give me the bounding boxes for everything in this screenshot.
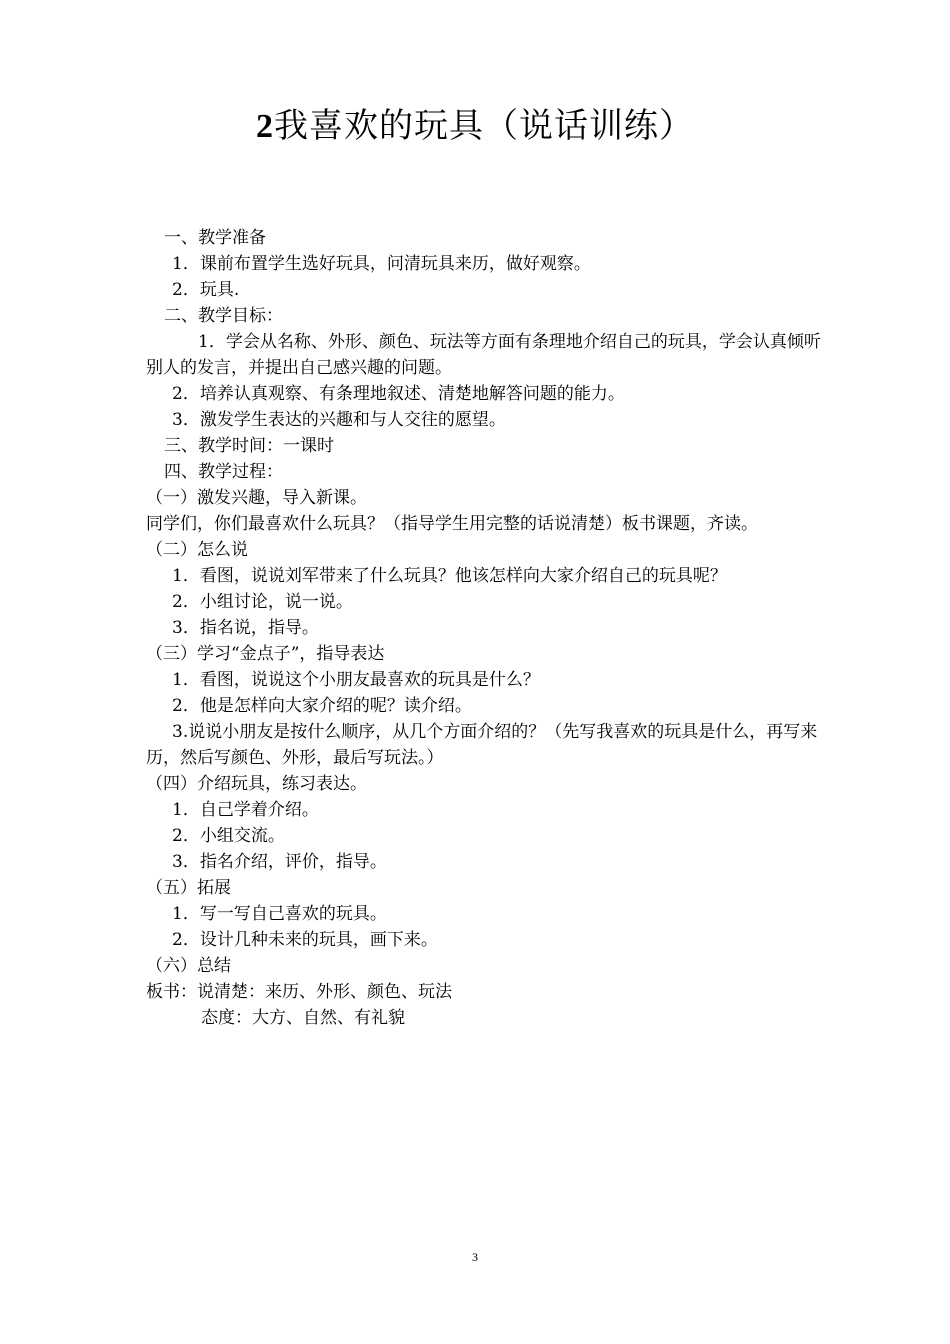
subsection-heading: （四）介绍玩具，练习表达。 bbox=[146, 774, 367, 794]
section-heading: 四、教学过程： bbox=[164, 462, 283, 482]
subsection-heading: （一）激发兴趣，导入新课。 bbox=[146, 488, 367, 508]
title-number: 2 bbox=[256, 108, 274, 145]
document-body bbox=[146, 225, 836, 1031]
list-item: 2．培养认真观察、有条理地叙述、清楚地解答问题的能力。 bbox=[172, 384, 625, 404]
paragraph: 同学们，你们最喜欢什么玩具？（指导学生用完整的话说清楚）板书课题，齐读。 bbox=[146, 514, 758, 534]
list-item: 2．设计几种未来的玩具，画下来。 bbox=[172, 930, 438, 950]
subsection-heading: （二）怎么说 bbox=[146, 540, 248, 560]
list-item: 2．小组交流。 bbox=[172, 826, 285, 846]
subsection-heading: （三）学习“金点子”，指导表达 bbox=[146, 644, 385, 664]
list-item: 1．看图，说说这个小朋友最喜欢的玩具是什么？ bbox=[172, 670, 540, 690]
subsection-heading: （五）拓展 bbox=[146, 878, 231, 898]
board-notes-line: 板书：说清楚：来历、外形、颜色、玩法 bbox=[146, 982, 452, 1002]
section-heading: 一、教学准备 bbox=[164, 228, 266, 248]
section-heading: 二、教学目标： bbox=[164, 306, 283, 326]
list-item bbox=[146, 719, 836, 771]
list-item: 1．看图，说说刘军带来了什么玩具？他该怎样向大家介绍自己的玩具呢？ bbox=[172, 566, 727, 586]
board-notes-line: 态度：大方、自然、有礼貌 bbox=[201, 1008, 405, 1028]
subsection-heading: （六）总结 bbox=[146, 956, 231, 976]
list-item: 2．他是怎样向大家介绍的呢？读介绍。 bbox=[172, 696, 472, 716]
list-item: 3．激发学生表达的兴趣和与人交往的愿望。 bbox=[172, 410, 506, 430]
list-item: 3．指名说，指导。 bbox=[172, 618, 319, 638]
list-item-text: 1．学会从名称、外形、颜色、玩法等方面有条理地介绍自己的玩具，学会认真倾听别人的发言，并提出自己感兴趣的问题。 bbox=[146, 332, 821, 378]
list-item: 2．玩具. bbox=[172, 280, 240, 300]
list-item bbox=[146, 329, 836, 381]
section-heading: 三、教学时间：一课时 bbox=[164, 436, 334, 456]
list-item: 1．自己学着介绍。 bbox=[172, 800, 319, 820]
list-item-text: 3.说说小朋友是按什么顺序，从几个方面介绍的？（先写我喜欢的玩具是什么，再写来历，然后写颜色、外形，最后写玩法。） bbox=[146, 722, 818, 768]
title-text: 我喜欢的玩具（说话训练） bbox=[274, 106, 694, 146]
page-number: 3 bbox=[472, 1250, 478, 1264]
list-item: 2．小组讨论，说一说。 bbox=[172, 592, 353, 612]
list-item: 1．课前布置学生选好玩具，问清玩具来历，做好观察。 bbox=[172, 254, 591, 274]
list-item: 1．写一写自己喜欢的玩具。 bbox=[172, 904, 387, 924]
list-item: 3．指名介绍，评价，指导。 bbox=[172, 852, 387, 872]
document-title bbox=[0, 104, 950, 149]
